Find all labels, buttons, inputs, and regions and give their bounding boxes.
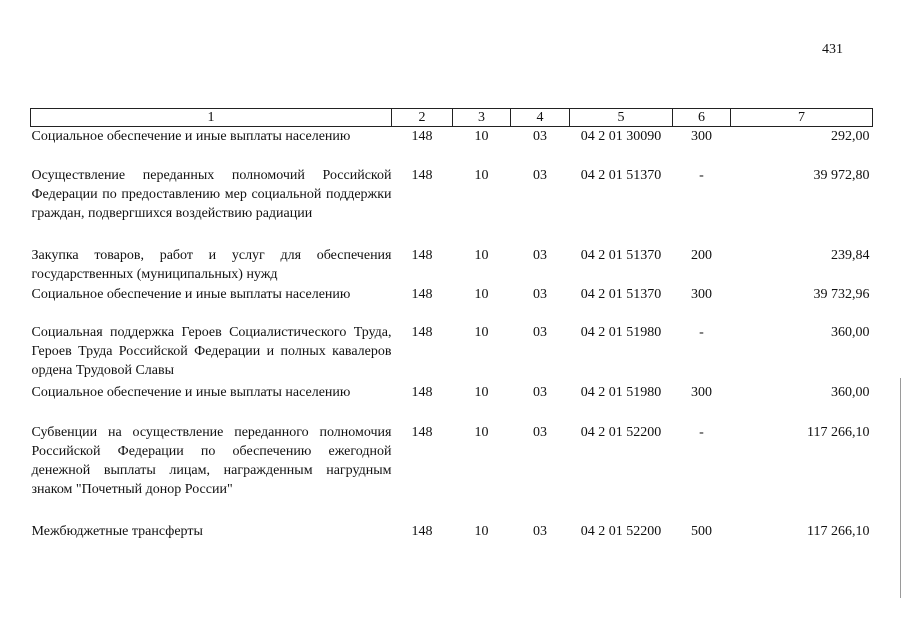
- row-section-code: 10: [474, 129, 489, 144]
- scan-edge-line: [900, 378, 901, 598]
- column-header-2: 2: [392, 109, 453, 127]
- row-expense-type: 300: [691, 286, 712, 302]
- column-header-4: 4: [511, 109, 570, 127]
- row-ministry-code: 148: [411, 286, 433, 302]
- column-header-6: 6: [673, 109, 731, 127]
- page-number: 431: [822, 42, 843, 57]
- row-description: Межбюджетные трансферты: [31, 523, 203, 539]
- row-amount: 117 266,10: [807, 424, 870, 440]
- row-expense-type: 300: [691, 129, 712, 144]
- row-section-code: 10: [474, 286, 489, 302]
- row-description: Социальное обеспечение и иные выплаты населению: [31, 129, 351, 144]
- row-target-article: 04 2 01 52200: [580, 523, 662, 539]
- row-target-article: 04 2 01 51370: [580, 167, 662, 183]
- row-ministry-code: 148: [411, 129, 433, 144]
- row-subsection-code: 03: [533, 129, 547, 144]
- row-section-code: 10: [474, 523, 489, 539]
- row-subsection-code: 03: [533, 384, 547, 400]
- row-description: Социальное обеспечение и иные выплаты населению: [31, 384, 351, 400]
- row-amount: 360,00: [831, 384, 870, 400]
- row-subsection-code: 03: [533, 424, 547, 440]
- row-target-article: 04 2 01 52200: [580, 424, 662, 440]
- row-ministry-code: 148: [411, 424, 433, 440]
- row-subsection-code: 03: [533, 247, 547, 263]
- row-section-code: 10: [474, 384, 489, 400]
- row-amount: 39 972,80: [813, 167, 870, 183]
- column-header-7: 7: [731, 109, 873, 127]
- table-row: [31, 423, 873, 522]
- row-description: Социальная поддержка Героев Социалистического Труда, Героев Труда Российской Федерации и полных кавалеров ордена Трудовой Славы: [31, 324, 392, 378]
- row-expense-type: 200: [691, 247, 712, 263]
- row-target-article: 04 2 01 30090: [580, 129, 662, 144]
- row-expense-type: -: [699, 324, 704, 340]
- row-target-article: 04 2 01 51980: [580, 324, 662, 340]
- column-header-5: 5: [570, 109, 673, 127]
- column-header-1: 1: [31, 109, 392, 127]
- budget-table: [30, 108, 873, 562]
- row-subsection-code: 03: [533, 324, 547, 340]
- row-subsection-code: 03: [533, 523, 547, 539]
- table-row: [31, 285, 873, 323]
- table-row: [31, 246, 873, 285]
- row-section-code: 10: [474, 324, 489, 340]
- table-row: [31, 323, 873, 383]
- row-amount: 360,00: [831, 324, 870, 340]
- row-amount: 117 266,10: [807, 523, 870, 539]
- row-ministry-code: 148: [411, 384, 433, 400]
- row-description: Субвенции на осуществление переданного полномочия Российской Федерации по обеспечению ежегодной денежной выплаты лицам, награжденным нагрудным знаком "Почетный донор России": [31, 424, 392, 497]
- row-target-article: 04 2 01 51370: [580, 247, 662, 263]
- row-expense-type: -: [699, 424, 704, 440]
- row-expense-type: -: [699, 167, 704, 183]
- row-amount: 292,00: [831, 129, 870, 144]
- row-ministry-code: 148: [411, 247, 433, 263]
- row-description: Осуществление переданных полномочий Российской Федерации по предоставлению мер социальной поддержки граждан, подвергшихся воздействию радиации: [31, 167, 392, 221]
- row-expense-type: 500: [691, 523, 712, 539]
- table-row: [31, 127, 873, 166]
- row-section-code: 10: [474, 167, 489, 183]
- row-description: Социальное обеспечение и иные выплаты населению: [31, 286, 351, 302]
- table-row: [31, 522, 873, 562]
- row-target-article: 04 2 01 51980: [580, 384, 662, 400]
- row-amount: 239,84: [831, 247, 870, 263]
- row-ministry-code: 148: [411, 523, 433, 539]
- row-ministry-code: 148: [411, 324, 433, 340]
- table-row: [31, 166, 873, 246]
- row-description: Закупка товаров, работ и услуг для обеспечения государственных (муниципальных) нужд: [31, 247, 392, 282]
- row-expense-type: 300: [691, 384, 712, 400]
- row-section-code: 10: [474, 247, 489, 263]
- row-ministry-code: 148: [411, 167, 433, 183]
- column-header-3: 3: [453, 109, 511, 127]
- row-subsection-code: 03: [533, 286, 547, 302]
- table-row: [31, 383, 873, 423]
- row-subsection-code: 03: [533, 167, 547, 183]
- column-number-header-row: [31, 109, 873, 127]
- row-section-code: 10: [474, 424, 489, 440]
- row-amount: 39 732,96: [813, 286, 870, 302]
- row-target-article: 04 2 01 51370: [580, 286, 662, 302]
